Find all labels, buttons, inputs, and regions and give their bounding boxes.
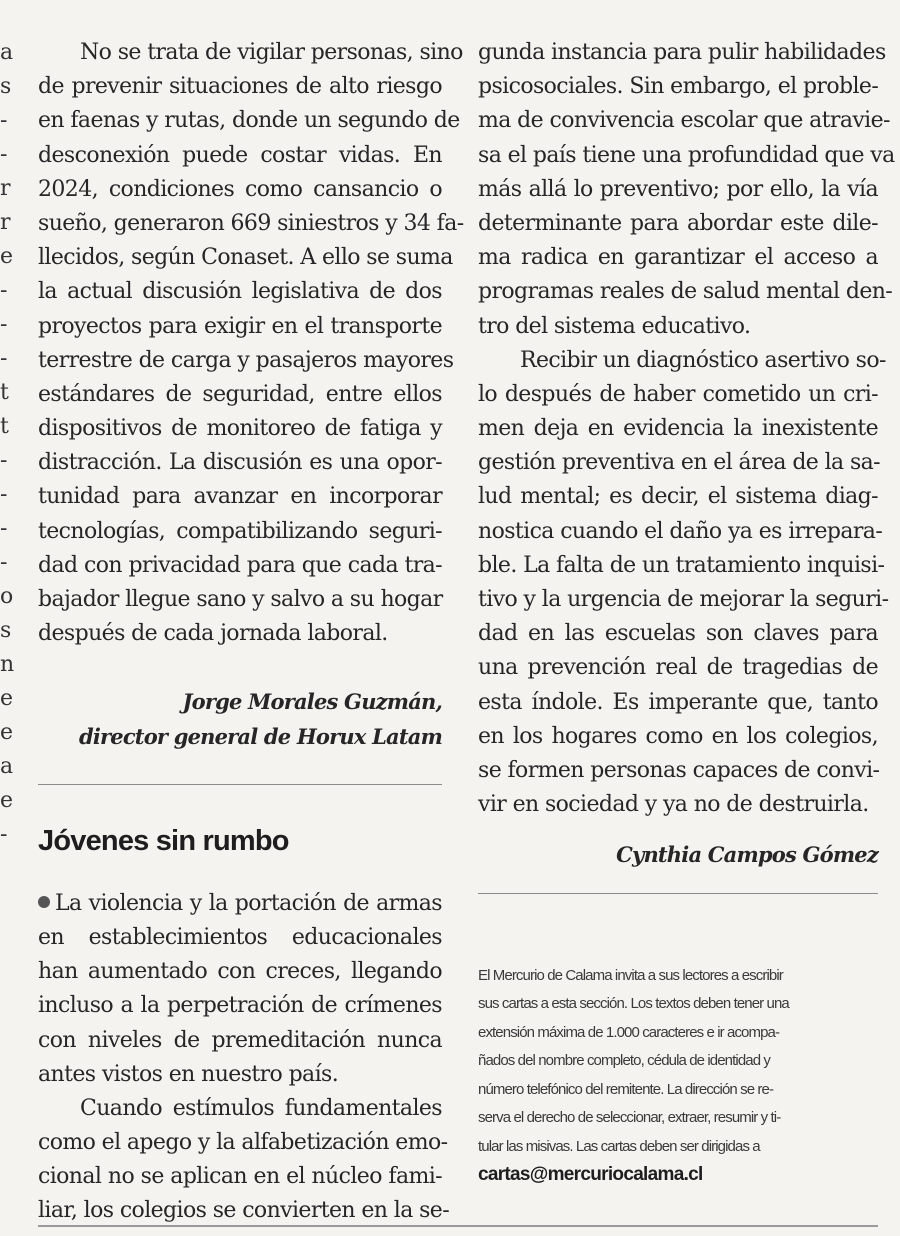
body-line-first — [38, 887, 442, 921]
notice-line: número telefónico del remitente. La dirección se re- — [478, 1080, 774, 1098]
notice-line: El Mercurio de Calama invita a sus lectores a escribir — [478, 966, 783, 984]
notice-line: serva el derecho de seleccionar, extraer, resumir y ti- — [478, 1109, 781, 1126]
body-line: incluso a la perpetración de crímenes — [38, 993, 442, 1019]
right-column — [478, 36, 895, 1190]
section-divider — [38, 784, 442, 785]
edge-glyph: s — [0, 74, 12, 99]
edge-glyph: - — [0, 822, 8, 847]
body-line: lo después de haber cometido un cri- — [478, 381, 878, 407]
page-bottom-divider — [38, 1225, 878, 1227]
body-line: dad en las escuelas son claves para — [478, 621, 878, 647]
edge-glyph: e — [0, 788, 14, 813]
body-line: la actual discusión legislativa de dos — [38, 279, 442, 305]
edge-glyph: - — [0, 108, 8, 133]
author-name: Cynthia Campos Gómez — [616, 842, 878, 868]
edge-glyph: - — [0, 346, 8, 371]
section-divider — [478, 893, 878, 894]
submission-notice — [478, 962, 878, 1190]
body-line: estándares de seguridad, entre ellos — [38, 381, 442, 407]
body-line: gunda instancia para pulir habilidades — [478, 40, 886, 65]
edge-glyph: e — [0, 244, 14, 269]
edge-glyph: n — [0, 652, 15, 677]
body-line: ma radica en garantizar el acceso a — [478, 245, 878, 271]
body-line: más allá lo preventivo; por ello, la vía — [478, 176, 878, 202]
edge-glyph: - — [0, 516, 8, 541]
edge-glyph: - — [0, 448, 8, 473]
body-line: programas reales de salud mental den- — [478, 279, 893, 305]
body-line: men deja en evidencia la inexistente — [478, 416, 878, 442]
body-line: nostica cuando el daño ya es irrepara- — [478, 518, 883, 544]
body-line: ma de convivencia escolar que atravie- — [478, 108, 890, 134]
body-line: dispositivos de monitoreo de fatiga y — [38, 416, 442, 442]
edge-glyph: o — [0, 584, 14, 609]
body-line: una prevención real de tragedias de — [478, 655, 878, 681]
letter-youth-violence-continued — [478, 36, 895, 873]
body-line: terrestre de carga y pasajeros mayores — [38, 347, 454, 373]
edge-glyph: r — [0, 176, 11, 201]
body-line: llecidos, según Conaset. A ello se suma — [38, 245, 453, 271]
body-line: tivo y la urgencia de mejorar la seguri- — [478, 587, 889, 612]
body-line: Recibir un diagnóstico asertivo so- — [520, 347, 886, 373]
body-line: bajador llegue sano y salvo a su hogar — [38, 587, 443, 612]
body-line: han aumentado con creces, llegando — [38, 959, 442, 985]
edge-glyph: a — [0, 754, 14, 779]
letter-fatigue-monitoring — [38, 36, 464, 754]
body-line: en establecimientos educacionales — [38, 924, 442, 950]
edge-glyph: t — [0, 380, 9, 405]
bullet-icon — [38, 896, 50, 908]
notice-line: extensión máxima de 1.000 caracteres e ir acompa- — [478, 1023, 780, 1041]
body-line: como el apego y la alfabetización emo- — [38, 1130, 448, 1156]
body-line: esta índole. Es imperante que, tanto — [478, 689, 878, 715]
body-line: sa el país tiene una profundidad que va — [478, 142, 895, 168]
body-line: sueño, generaron 669 siniestros y 34 fa- — [38, 210, 464, 236]
body-line: se formen personas capaces de convi- — [478, 757, 880, 783]
body-line: determinante para abordar este dile- — [478, 210, 878, 236]
edge-glyph: - — [0, 278, 8, 303]
previous-column-edge — [0, 36, 15, 852]
body-line-text: La violencia y la portación de armas — [55, 890, 442, 916]
body-line: de prevenir situaciones de alto riesgo — [38, 74, 442, 100]
edge-glyph: e — [0, 720, 14, 745]
edge-glyph: - — [0, 312, 8, 337]
edge-glyph: r — [0, 210, 11, 235]
letter-youth-violence-start — [38, 887, 450, 1229]
edge-glyph: s — [0, 618, 12, 643]
letter-title: Jóvenes sin rumbo — [38, 824, 289, 857]
body-line: dad con privacidad para que cada tra- — [38, 552, 442, 578]
body-line: después de cada jornada laboral. — [38, 621, 388, 647]
body-line: antes vistos en nuestro país. — [38, 1061, 339, 1087]
body-line: tunidad para avanzar en incorporar — [38, 484, 442, 510]
edge-glyph: - — [0, 550, 8, 575]
body-line: desconexión puede costar vidas. En — [38, 142, 442, 168]
author-title: director general de Horux Latam — [78, 723, 442, 749]
body-line: liar, los colegios se convierten en la se- — [38, 1198, 450, 1224]
body-line: proyectos para exigir en el transporte — [38, 313, 442, 339]
body-line: psicosociales. Sin embargo, el proble- — [478, 74, 879, 100]
author-name: Jorge Morales Guzmán, — [182, 689, 442, 715]
body-line: con niveles de premeditación nunca — [38, 1027, 442, 1053]
edge-glyph: t — [0, 414, 9, 439]
notice-line: sus cartas a esta sección. Los textos deben tener una — [478, 995, 789, 1012]
body-line: vir en sociedad y ya no de destruirla. — [478, 792, 869, 818]
body-line: 2024, condiciones como cansancio o — [38, 176, 442, 202]
body-line: en faenas y rutas, donde un segundo de — [38, 108, 460, 134]
body-line: tro del sistema educativo. — [478, 313, 751, 339]
edge-glyph: a — [0, 40, 14, 65]
body-line: gestión preventiva en el área de la sa- — [478, 450, 881, 476]
body-line: No se trata de vigilar personas, sino — [80, 40, 463, 65]
body-line: ble. La falta de un tratamiento inquisi- — [478, 552, 885, 578]
notice-line: ñados del nombre completo, cédula de identidad y — [478, 1052, 771, 1069]
edge-glyph: e — [0, 686, 14, 711]
edge-glyph: - — [0, 142, 8, 167]
edge-glyph: - — [0, 482, 8, 507]
body-line: distracción. La discusión es una opor- — [38, 450, 442, 476]
body-line: cional no se aplican en el núcleo fami- — [38, 1164, 442, 1190]
body-line: en los hogares como en los colegios, — [478, 723, 878, 749]
left-column — [38, 36, 464, 1229]
body-line: tecnologías, compatibilizando seguri- — [38, 518, 442, 544]
body-line: Cuando estímulos fundamentales — [80, 1095, 442, 1121]
notice-line: tular las misivas. Las cartas deben ser dirigidas a — [478, 1137, 760, 1155]
submission-email: cartas@mercuriocalama.cl — [478, 1164, 703, 1185]
body-line: lud mental; es decir, el sistema diag- — [478, 484, 878, 510]
